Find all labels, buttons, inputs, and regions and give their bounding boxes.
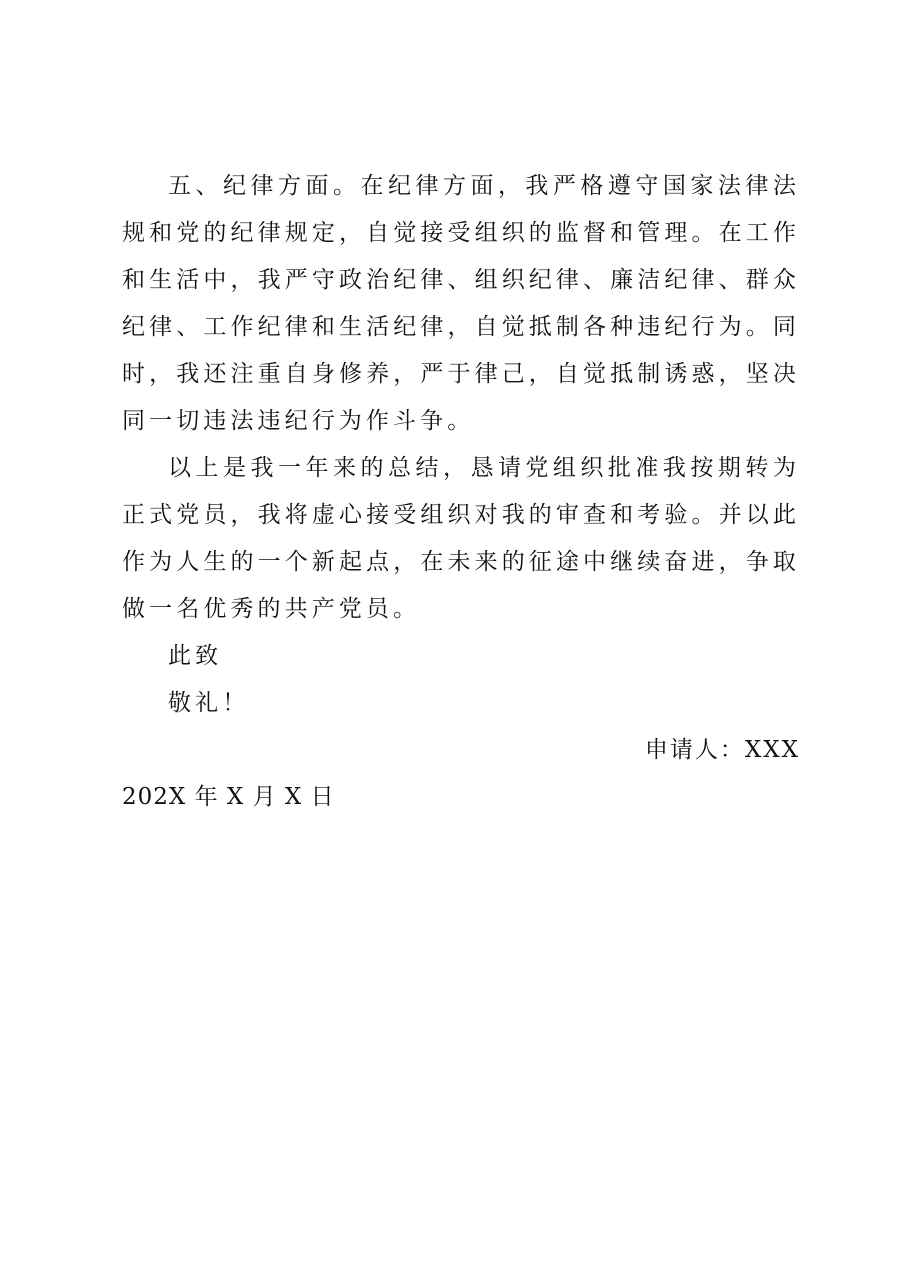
- document-body: [122, 163, 800, 821]
- applicant-signature: 申请人：XXX: [644, 737, 800, 763]
- document-date: 202X 年 X 月 X 日: [122, 784, 335, 810]
- paragraph-discipline: 五、纪律方面。在纪律方面，我严格遵守国家法律法规和党的纪律规定，自觉接受组织的监督和管理。在工作和生活中，我严守政治纪律、组织纪律、廉洁纪律、群众纪律、工作纪律和生活纪律，自觉抵制各种违纪行为。同时，我还注重自身修养，严于律己，自觉抵制诱惑，坚决同一切违法违纪行为作斗争。: [122, 173, 800, 434]
- salutation-line: 敬礼！: [168, 690, 250, 716]
- closing-line: 此致: [168, 643, 223, 669]
- paragraph-summary: 以上是我一年来的总结，恳请党组织批准我按期转为正式党员，我将虚心接受组织对我的审查和考验。并以此作为人生的一个新起点，在未来的征途中继续奋进，争取做一名优秀的共产党员。: [122, 455, 800, 622]
